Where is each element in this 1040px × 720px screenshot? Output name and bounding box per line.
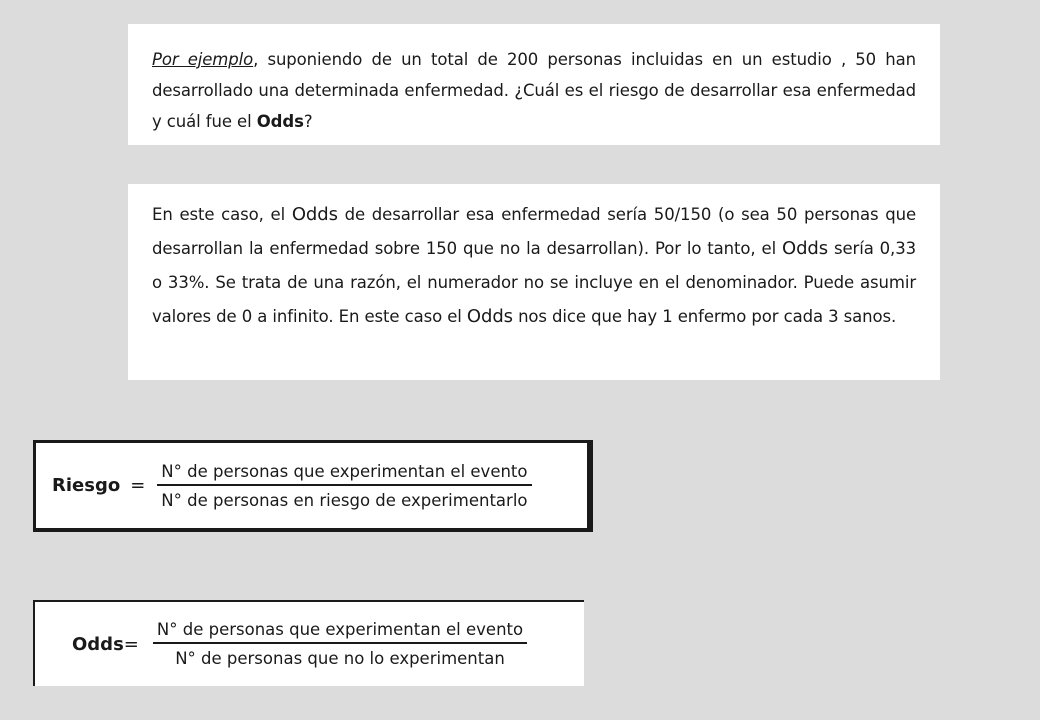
example-text: , suponiendo de un total de 200 personas incluidas en un estudio , 50 han desarrollado una determinada enfermedad. ¿Cuál es el riesgo de desarrollar esa enfermedad y cuál fue el [152,50,916,131]
odds-denominator: N° de personas que no lo experimentan [175,649,505,668]
example-end: ? [303,112,313,131]
explanation-odds-1: Odds [291,204,338,225]
explanation-card [128,184,940,380]
example-lead: Por ejemplo [152,50,254,69]
explanation-text-4: nos dice que hay 1 enfermo por cada 3 sanos. [512,307,897,326]
explanation-text-3: sería 0,33 o 33%. Se trata de una razón, el numerador no se incluye en el denominador. Puede asumir valores de 0 a infinito. En este caso el [152,239,916,326]
example-paragraph [152,44,916,137]
odds-equals: = [123,633,139,655]
riesgo-numerator: N° de personas que experimentan el evento [157,462,531,486]
example-odds-term: Odds [256,112,304,131]
riesgo-formula [33,440,593,532]
odds-label: Odds [72,633,124,655]
explanation-odds-3: Odds [466,306,513,327]
riesgo-fraction [157,462,531,510]
odds-numerator: N° de personas que experimentan el evento [153,620,527,644]
explanation-paragraph [152,198,916,334]
explanation-text-1: En este caso, el [152,205,292,224]
riesgo-label: Riesgo [52,475,121,496]
example-card [128,24,940,145]
riesgo-equals: = [130,475,146,496]
riesgo-denominator: N° de personas en riesgo de experimentarlo [161,490,528,510]
explanation-text-2: de desarrollar esa enfermedad sería 50/150 (o sea 50 personas que desarrollan la enfermedad sobre 150 que no la desarrollan). Por lo tanto, el [152,205,916,258]
odds-fraction [153,620,527,668]
odds-formula [33,600,584,686]
explanation-odds-2: Odds [782,238,829,259]
